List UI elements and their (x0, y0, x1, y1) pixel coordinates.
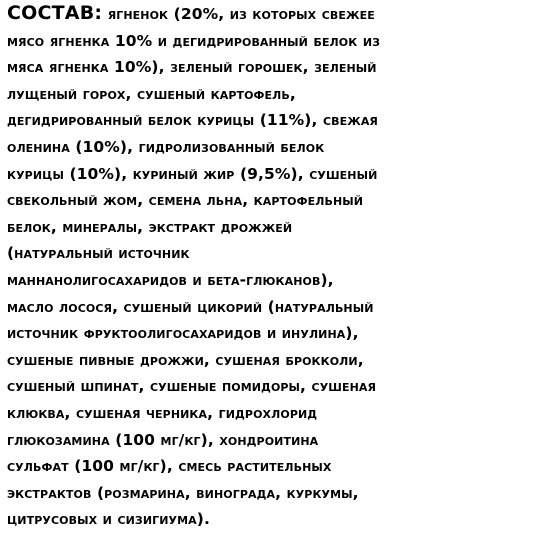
composition-line-8: свекольный жом, семена льна, картофельный (7, 191, 364, 210)
composition-line-6: оленина (10%), гидролизованный белок (7, 137, 325, 156)
composition-line-3: мяса ягненка 10%), зеленый горошек, зеленый (7, 58, 377, 77)
composition-line-9: белок, минералы, экстракт дрожжей (7, 217, 293, 236)
composition-line-18: сульфат (100 мг/кг), смесь растительных (7, 457, 332, 476)
composition-line-7: курицы (10%), куриный жир (9,5%), сушеный (7, 164, 378, 183)
composition-label: СОСТАВ: (7, 2, 103, 24)
composition-line-15: сушеный шпинат, сушеные помидоры, сушеная (7, 377, 377, 396)
composition-line-2: мясо ягненка 10% и дегидрированный белок из (7, 31, 381, 50)
composition-line-17: глюкозамина (100 мг/кг), хондроитина (7, 430, 319, 449)
composition-line-14: сушеные пивные дрожжи, сушеная брокколи, (7, 350, 364, 369)
composition-line-19: экстрактов (розмарина, винограда, куркумы, (7, 483, 359, 502)
composition-line-11: маннанолигосахаридов и бета-глюканов), (7, 270, 334, 289)
composition-line-1 (7, 0, 535, 28)
composition-line-16: клюква, сушеная черника, гидрохлорид (7, 403, 318, 422)
composition-line-10: (натуральный источник (7, 244, 190, 263)
composition-line-4: лущеный горох, сушеный картофель, (7, 84, 296, 103)
composition-line-12: масло лосося, сушеный цикорий (натуральный (7, 297, 374, 316)
composition-line-13: источник фруктоолигосахаридов и инулина), (7, 324, 359, 343)
composition-line-text: ягненок (20%, из которых свежее (107, 5, 375, 23)
composition-line-5: дегидрированный белок курицы (11%), свежая (7, 111, 378, 130)
composition-line-20: цитрусовых и сизигиума). (7, 510, 210, 529)
composition-text (7, 0, 535, 533)
